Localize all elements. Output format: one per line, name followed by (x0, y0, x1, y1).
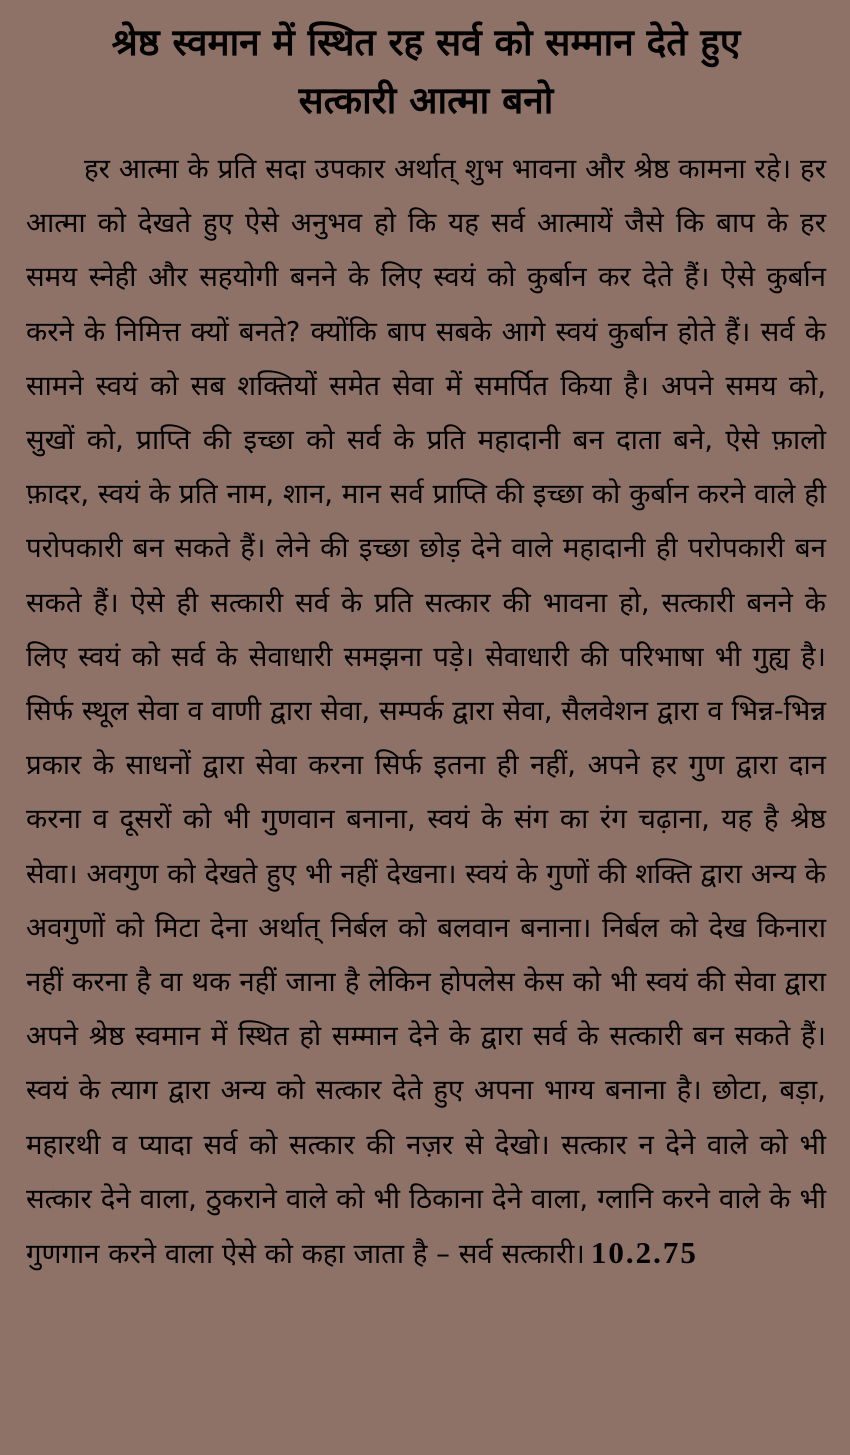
date-stamp: 10.2.75 (590, 1235, 698, 1271)
title-line-1: श्रेष्ठ स्वमान में स्थित रह सर्व को सम्मान देते हुए (111, 21, 741, 64)
body-paragraph (26, 142, 826, 1281)
title-line-2: सत्कारी आत्मा बनो (298, 79, 554, 122)
page-title (26, 14, 826, 130)
body-text: हर आत्मा के प्रति सदा उपकार अर्थात् शुभ भावना और श्रेष्ठ कामना रहे। हर आत्मा को देखते हुए ऐसे अनुभव हो कि यह सर्व आत्मायें जैसे कि बाप के हर समय स्नेही और सहयोगी बनने के लिए स्वयं को कुर्बान कर देते हैं। ऐसे कुर्बान करने के निमित्त क्यों बनते? क्योंकि बाप सबके आगे स्वयं कुर्बान होते हैं। सर्व के सामने स्वयं को सब शक्तियों समेत सेवा में समर्पित किया है। अपने समय को, सुखों को, प्राप्ति की इच्छा को सर्व के प्रति महादानी बन दाता बने, ऐसे फ़ालो फ़ादर, स्वयं के प्रति नाम, शान, मान सर्व प्राप्ति की इच्छा को कुर्बान करने वाले ही परोपकारी बन सकते हैं। लेने की इच्छा छोड़ देने वाले महादानी ही परोपकारी बन सकते हैं। ऐसे ही सत्कारी सर्व के प्रति सत्कार की भावना हो, सत्कारी बनने के लिए स्वयं को सर्व के सेवाधारी समझना पड़े। सेवाधारी की परिभाषा भी गुह्य है। सिर्फ स्थूल सेवा व वाणी द्वारा सेवा, सम्पर्क द्वारा सेवा, सैलवेशन द्वारा व भिन्न-भिन्न प्रकार के साधनों द्वारा सेवा करना सिर्फ इतना ही नहीं, अपने हर गुण द्वारा दान करना व दूसरों को भी गुणवान बनाना, स्वयं के संग का रंग चढ़ाना, यह है श्रेष्ठ सेवा। अवगुण को देखते हुए भी नहीं देखना। स्वयं के गुणों की शक्ति द्वारा अन्य के अवगुणों को मिटा देना अर्थात् निर्बल को बलवान बनाना। निर्बल को देख किनारा नहीं करना है वा थक नहीं जाना है लेकिन होपलेस केस को भी स्वयं की सेवा द्वारा अपने श्रेष्ठ स्वमान में स्थित हो सम्मान देने के द्वारा सर्व के सत्कारी बन सकते हैं। स्वयं के त्याग द्वारा अन्य को सत्कार देते हुए अपना भाग्य बनाना है। छोटा, बड़ा, महारथी व प्यादा सर्व को सत्कार की नज़र से देखो। सत्कार न देने वाले को भी सत्कार देने वाला, ठुकराने वाले को भी ठिकाना देने वाला, ग्लानि करने वाले के भी गुणगान करने वाला ऐसे को कहा जाता है – सर्व सत्कारी। (26, 152, 826, 1271)
